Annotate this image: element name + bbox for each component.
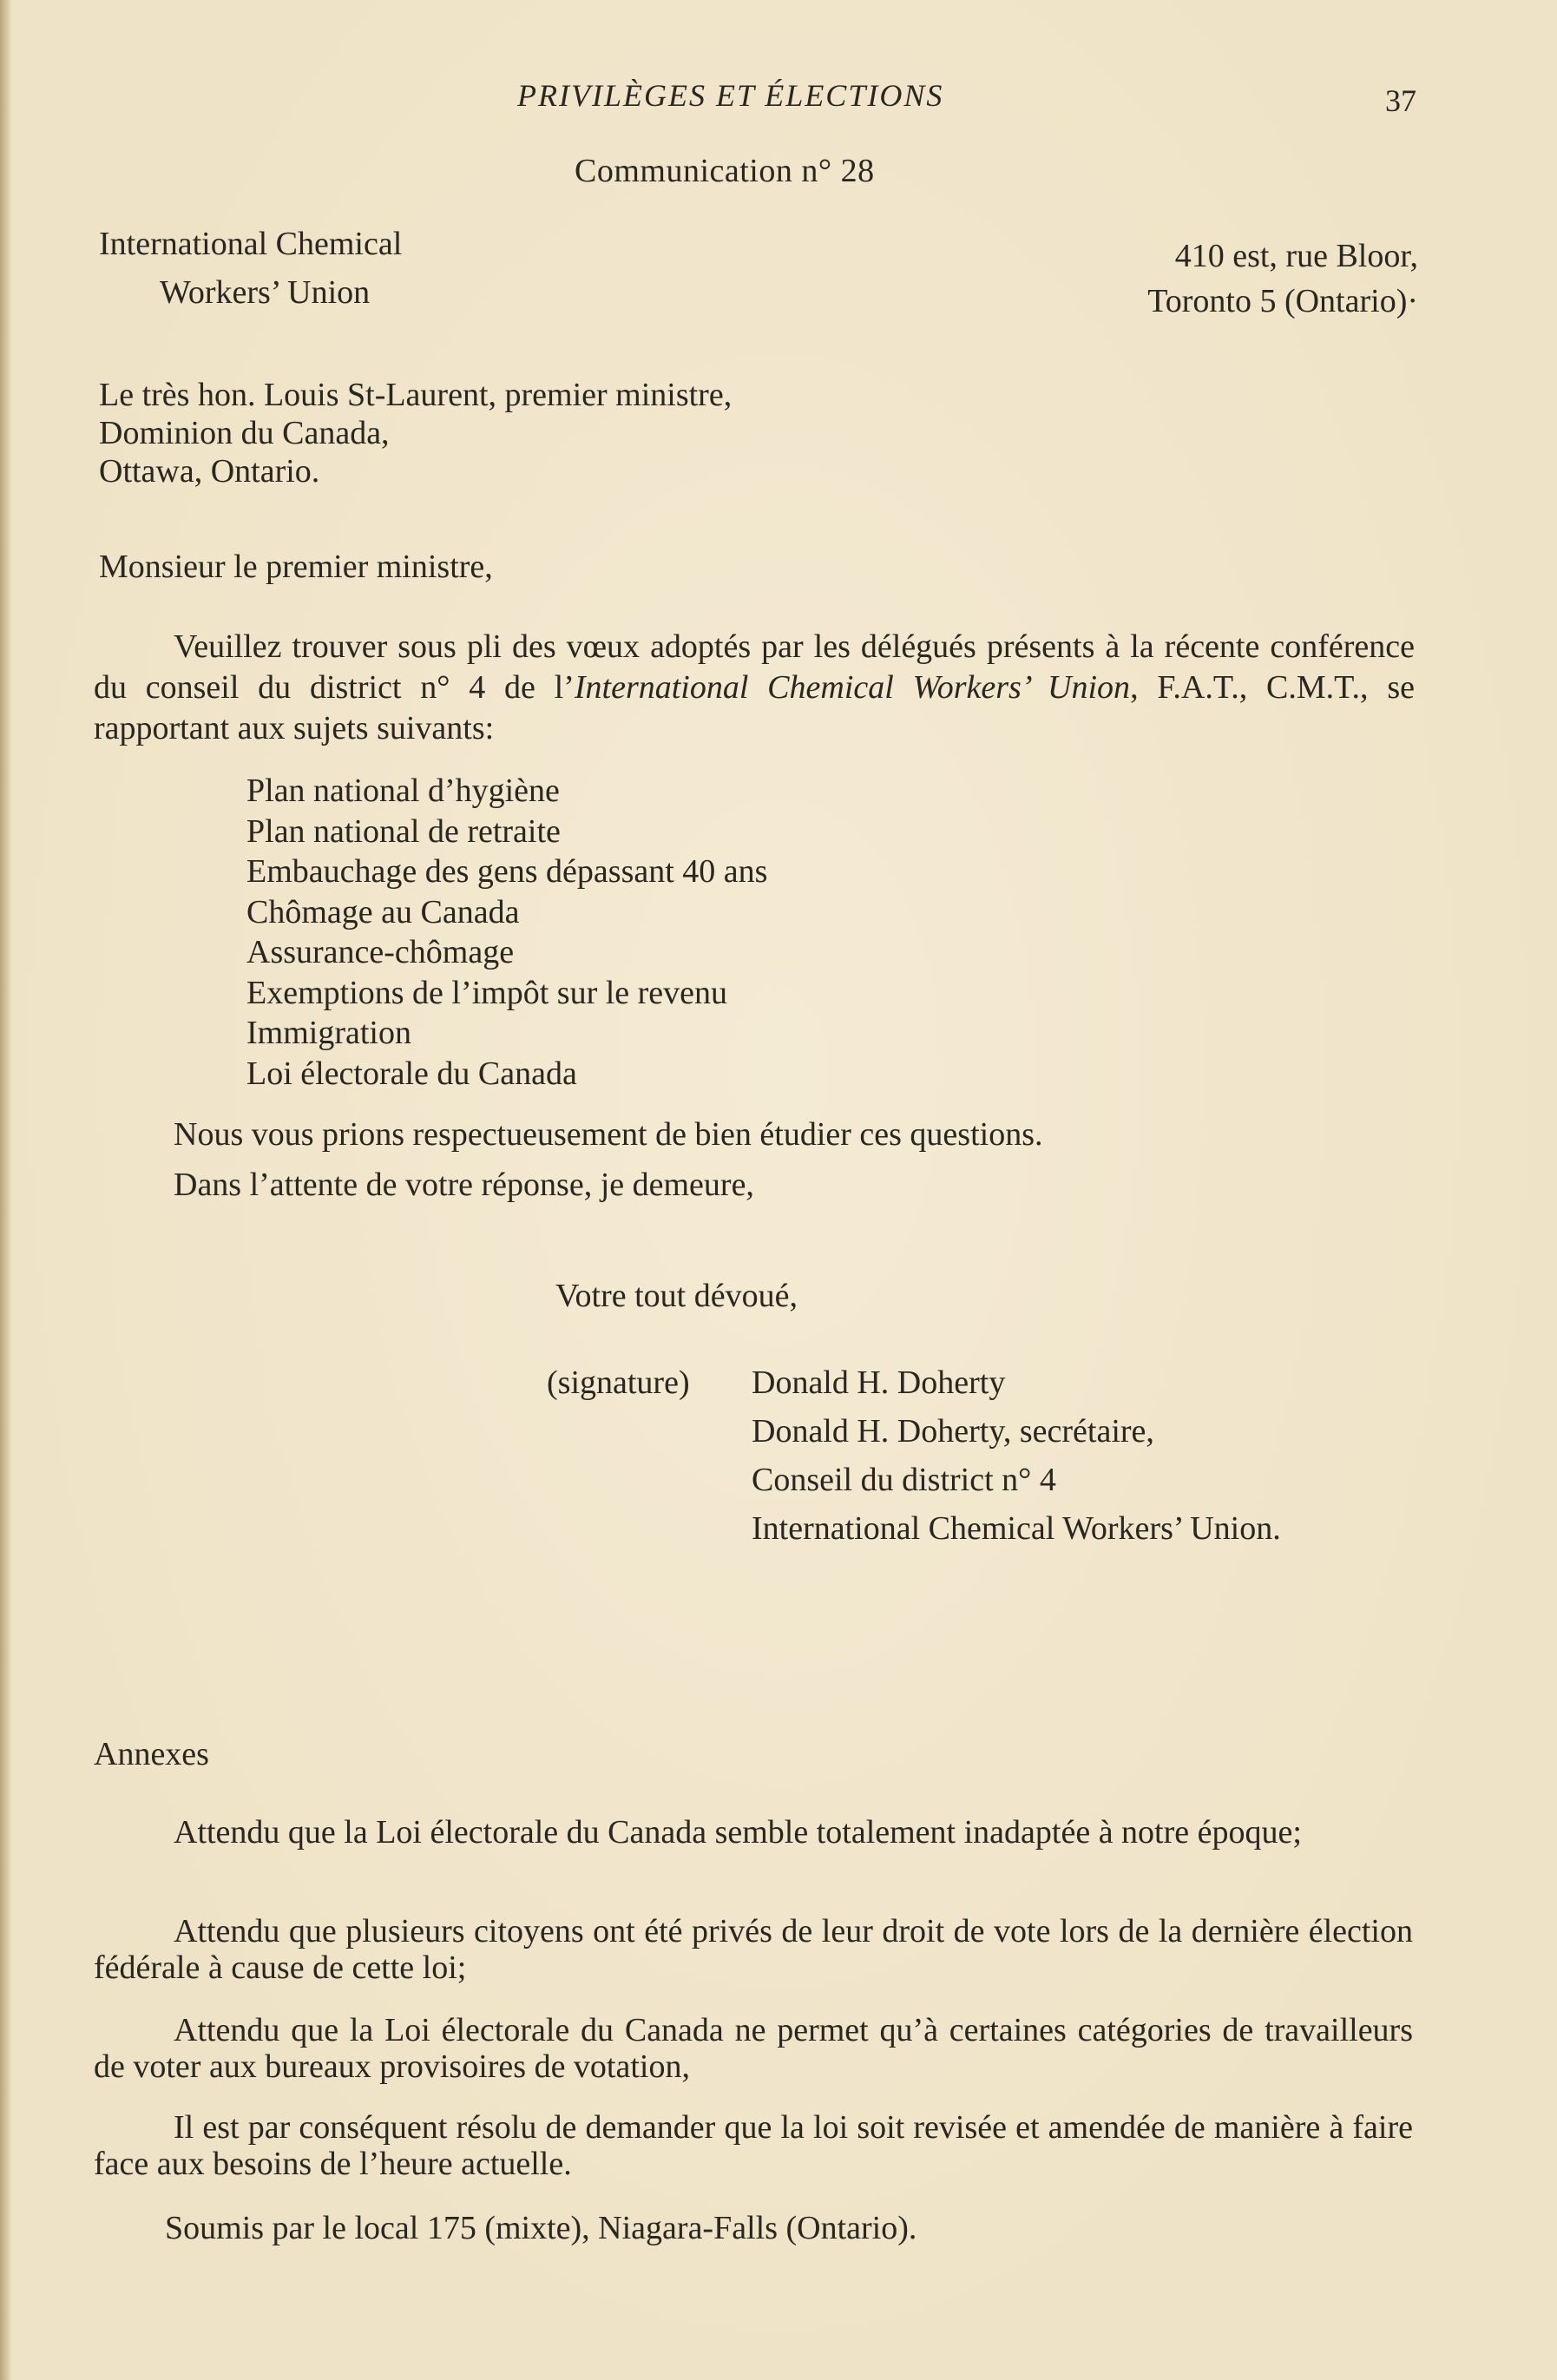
intro-paragraph — [94, 627, 1415, 749]
page-edge-shadow — [0, 0, 12, 2380]
salutation: Monsieur le premier ministre, — [99, 549, 493, 585]
request-sentence: Nous vous prions respectueusement de bien étudier ces questions. — [174, 1116, 1043, 1153]
list-item: Plan national d’hygiène — [246, 773, 560, 809]
intro-text-end: , F.A.T., C.M.T., se rapportant aux sujets suivants: — [94, 669, 1415, 746]
annexes-heading: Annexes — [94, 1736, 209, 1772]
list-item: Assurance-chômage — [246, 934, 515, 970]
recipient-line1: Le très hon. Louis St-Laurent, premier ministre, — [99, 377, 733, 413]
communication-title: Communication n° 28 — [575, 153, 875, 189]
sender-name-line2: Workers’ Union — [160, 274, 371, 311]
running-title: PRIVILÈGES ET ÉLECTIONS — [517, 78, 944, 113]
annex-paragraph: Attendu que la Loi électorale du Canada semble totalement inadaptée à notre époque; — [174, 1814, 1302, 1851]
sender-address-line1: 410 est, rue Bloor, — [1174, 238, 1418, 274]
awaiting-sentence: Dans l’attente de votre réponse, je demeure, — [174, 1167, 754, 1203]
list-item: Embauchage des gens dépassant 40 ans — [246, 853, 768, 890]
list-item: Immigration — [246, 1015, 411, 1051]
list-item: Loi électorale du Canada — [246, 1055, 577, 1092]
signatory-title: Donald H. Doherty, secrétaire, — [752, 1413, 1154, 1450]
sender-address-line2: Toronto 5 (Ontario)· — [1147, 283, 1418, 319]
annex-paragraph: Attendu que plusieurs citoyens ont été privés de leur droit de vote lors de la dernière élection fédérale à cause de cette loi; — [94, 1913, 1413, 1986]
signature-label: (signature) — [547, 1364, 690, 1401]
intro-union-name: International Chemical Workers’ Union — [574, 669, 1131, 706]
annex-paragraph: Il est par conséquent résolu de demander que la loi soit revisée et amendée de manière à faire face aux besoins de l’heure actuelle. — [94, 2109, 1413, 2182]
signatory-union: International Chemical Workers’ Union. — [752, 1510, 1281, 1547]
signatory-council: Conseil du district n° 4 — [752, 1462, 1056, 1498]
sender-name-line1: International Chemical — [99, 226, 403, 262]
recipient-line3: Ottawa, Ontario. — [99, 453, 320, 490]
annex-paragraph: Attendu que la Loi électorale du Canada ne permet qu’à certaines catégories de travailleurs de voter aux bureaux provisoires de votation, — [94, 2012, 1413, 2085]
submitted-by: Soumis par le local 175 (mixte), Niagara-Falls (Ontario). — [165, 2210, 917, 2246]
intro-text-start: Veuillez trouver sous pli des vœux adoptés par les délégués présents à la récente conférence du conseil du district n° 4 de l’ — [94, 628, 1415, 706]
closing-formula: Votre tout dévoué, — [555, 1278, 798, 1314]
list-item: Chômage au Canada — [246, 893, 520, 930]
list-item: Plan national de retraite — [246, 812, 561, 850]
signature-name: Donald H. Doherty — [752, 1364, 1006, 1401]
recipient-line2: Dominion du Canada, — [99, 415, 390, 451]
topics-list — [246, 771, 767, 1094]
page-number: 37 — [1385, 83, 1416, 118]
list-item: Exemptions de l’impôt sur le revenu — [246, 974, 728, 1011]
